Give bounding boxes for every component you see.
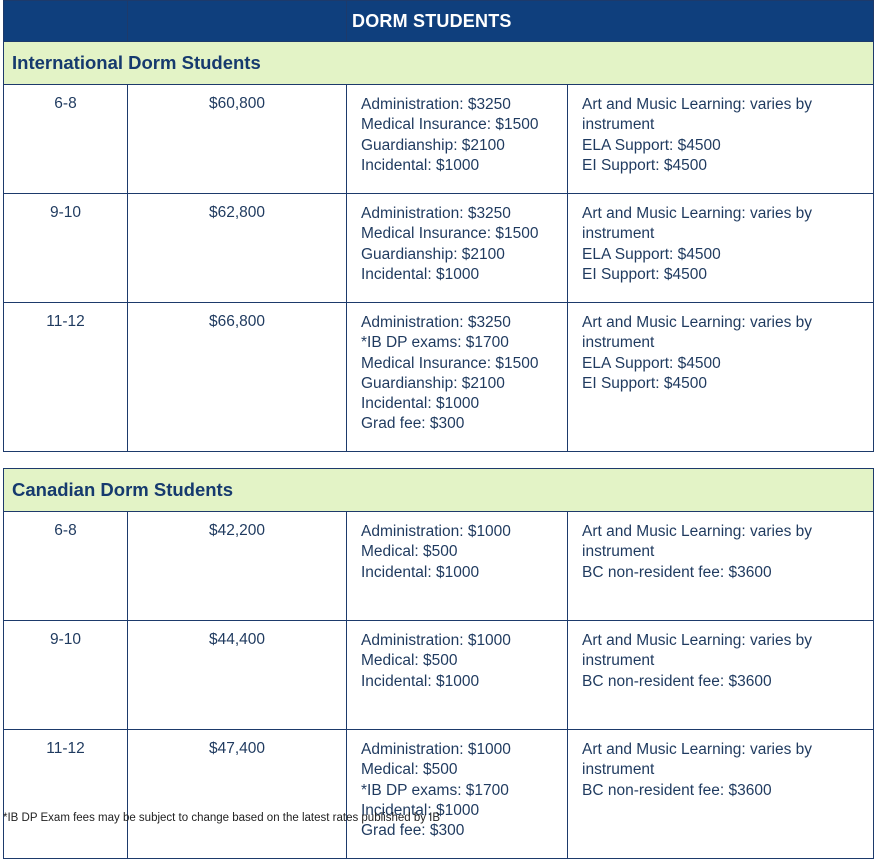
fees-cell [347, 303, 568, 452]
extra-line: Art and Music Learning: varies by instrument [582, 523, 813, 561]
dorm-fee-sheet [3, 0, 873, 859]
table-row [4, 303, 874, 452]
fee-line: *IB DP exams: $1700 [361, 781, 509, 799]
fee-line: *IB DP exams: $1700 [361, 334, 509, 352]
table-row [4, 194, 874, 303]
fee-line: Grad fee: $300 [361, 415, 465, 433]
fee-line: Medical: $500 [361, 761, 458, 779]
footnote: *IB DP Exam fees may be subject to change based on the latest rates published by IB [3, 812, 441, 824]
section-title-row [4, 469, 874, 512]
fee-line: Medical Insurance: $1500 [361, 225, 539, 243]
fees-cell [347, 621, 568, 730]
fee-line: Medical: $500 [361, 543, 458, 561]
fee-line: Incidental: $1000 [361, 395, 480, 413]
header-blank-cell [128, 1, 347, 42]
extra-line: ELA Support: $4500 [582, 354, 721, 372]
fee-line: Incidental: $1000 [361, 801, 480, 819]
table-row [4, 621, 874, 730]
extras-cell [568, 621, 874, 730]
extras-cell [568, 303, 874, 452]
international-fee-table [3, 0, 874, 859]
grade-cell: 6-8 [4, 512, 128, 621]
tuition-cell: $62,800 [128, 194, 347, 303]
extra-line: Art and Music Learning: varies by instrument [582, 741, 813, 779]
international-section-title: International Dorm Students [4, 42, 874, 85]
extra-line: ELA Support: $4500 [582, 136, 721, 154]
table-row [4, 85, 874, 194]
canadian-section-title: Canadian Dorm Students [4, 469, 874, 512]
fees-cell [347, 512, 568, 621]
fee-line: Incidental: $1000 [361, 672, 480, 690]
fee-line: Administration: $3250 [361, 96, 511, 113]
spacer-cell [4, 452, 874, 469]
extra-line: BC non-resident fee: $3600 [582, 781, 772, 799]
fees-cell [347, 194, 568, 303]
fee-line: Medical: $500 [361, 652, 458, 670]
tuition-cell: $42,200 [128, 512, 347, 621]
fee-line: Administration: $1000 [361, 523, 511, 540]
header-blank-cell [4, 1, 128, 42]
grade-cell: 11-12 [4, 303, 128, 452]
extras-cell [568, 730, 874, 859]
fee-line: Incidental: $1000 [361, 563, 480, 581]
page-title: DORM STUDENTS [347, 1, 874, 42]
fee-line: Incidental: $1000 [361, 265, 480, 283]
tuition-cell: $47,400 [128, 730, 347, 859]
fee-line: Guardianship: $2100 [361, 245, 505, 263]
tuition-cell: $66,800 [128, 303, 347, 452]
extra-line: BC non-resident fee: $3600 [582, 563, 772, 581]
extras-cell [568, 512, 874, 621]
fee-line: Guardianship: $2100 [361, 136, 505, 154]
grade-cell: 9-10 [4, 194, 128, 303]
fee-line: Medical Insurance: $1500 [361, 354, 539, 372]
extras-cell [568, 85, 874, 194]
table-row [4, 730, 874, 859]
fee-line: Medical Insurance: $1500 [361, 116, 539, 134]
extra-line: EI Support: $4500 [582, 374, 707, 392]
extra-line: Art and Music Learning: varies by instrument [582, 632, 813, 670]
grade-cell: 9-10 [4, 621, 128, 730]
fee-line: Administration: $1000 [361, 741, 511, 758]
tuition-cell: $44,400 [128, 621, 347, 730]
extra-line: Art and Music Learning: varies by instrument [582, 96, 813, 134]
extras-cell [568, 194, 874, 303]
tuition-cell: $60,800 [128, 85, 347, 194]
main-header-row [4, 1, 874, 42]
fees-cell [347, 730, 568, 859]
extra-line: ELA Support: $4500 [582, 245, 721, 263]
extra-line: EI Support: $4500 [582, 265, 707, 283]
fee-line: Guardianship: $2100 [361, 374, 505, 392]
extra-line: EI Support: $4500 [582, 156, 707, 174]
fees-cell [347, 85, 568, 194]
fee-line: Incidental: $1000 [361, 156, 480, 174]
section-spacer [4, 452, 874, 469]
extra-line: Art and Music Learning: varies by instrument [582, 314, 813, 352]
fee-line: Administration: $3250 [361, 314, 511, 331]
table-row [4, 512, 874, 621]
grade-cell: 6-8 [4, 85, 128, 194]
fee-line: Grad fee: $300 [361, 822, 465, 840]
section-title-row [4, 42, 874, 85]
fee-line: Administration: $3250 [361, 205, 511, 222]
extra-line: Art and Music Learning: varies by instrument [582, 205, 813, 243]
fee-line: Administration: $1000 [361, 632, 511, 649]
extra-line: BC non-resident fee: $3600 [582, 672, 772, 690]
grade-cell: 11-12 [4, 730, 128, 859]
